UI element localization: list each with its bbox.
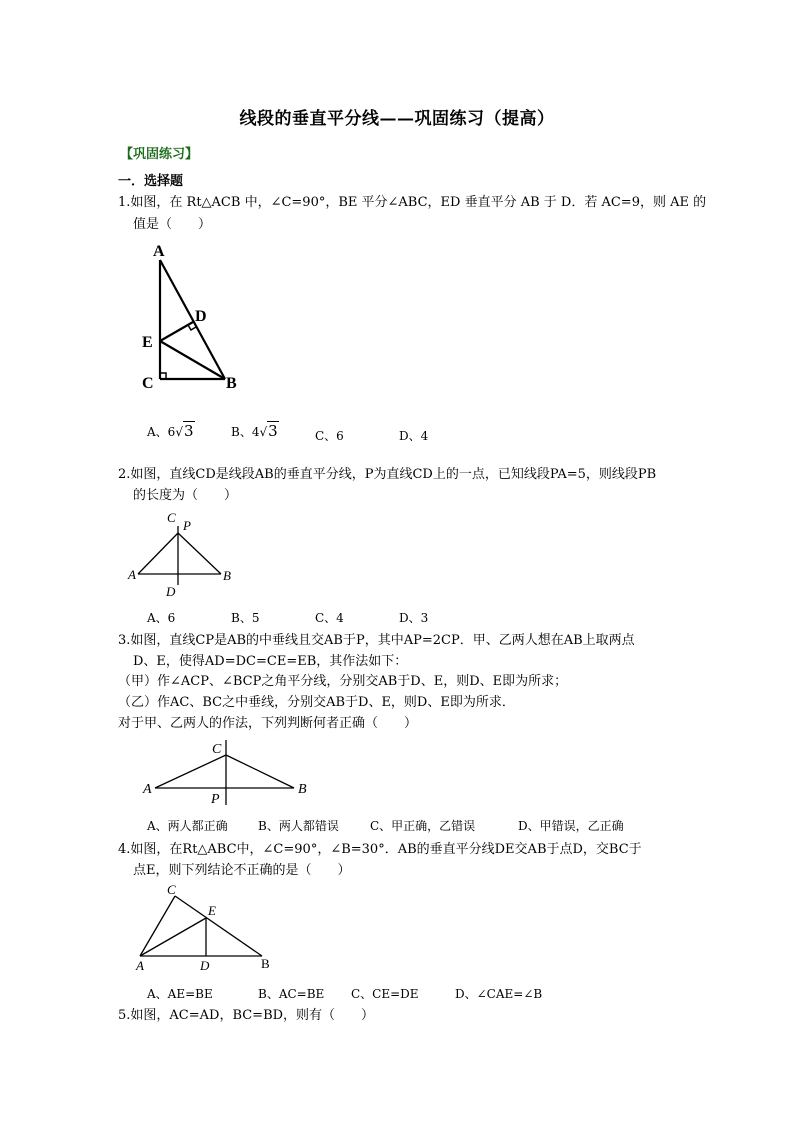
q3-label-a: A: [143, 782, 152, 797]
q3-option-d: D、甲错误，乙正确: [518, 819, 624, 833]
q2-stem-line2: 的长度为（ ）: [133, 488, 238, 503]
q2-label-a: A: [128, 567, 136, 582]
q3-segment-ac: [155, 755, 226, 788]
q4-option-b: B、AC=BE: [258, 987, 325, 1001]
q2-label-b: B: [223, 568, 231, 583]
q4-label-c: C: [167, 882, 176, 897]
q4-side-ac: [140, 896, 175, 956]
q1-option-d: D、4: [399, 429, 429, 443]
q2-figure: [125, 508, 245, 600]
q2-label-p: P: [183, 518, 191, 533]
q3-stem-line2: D、E，使得AD=DC=CE=EB，其作法如下：: [133, 654, 408, 669]
q4-label-a: A: [136, 958, 144, 973]
q4-figure: [130, 882, 280, 974]
q2-segment-pb: [178, 533, 221, 574]
q1-option-b: B、4√3: [231, 422, 278, 440]
q1-label-c: C: [142, 375, 154, 392]
q4-stem-line1: 4.如图，在Rt△ABC中，∠C=90°，∠B=30°．AB的垂直平分线DE交AB于点D，交BC于: [118, 842, 642, 857]
q2-option-a: A、6: [147, 611, 176, 625]
q2-option-b: B、5: [231, 611, 260, 625]
q1-label-e: E: [142, 334, 153, 351]
q1-label-a: A: [153, 243, 165, 260]
q1-stem-line2: 值是（ ）: [133, 217, 212, 232]
q3-figure: [138, 735, 318, 811]
q2-label-c: C: [167, 510, 176, 525]
q3-stem-line4: （乙）作AC、BC之中垂线，分别交AB于D、E，则D、E即为所求．: [118, 695, 515, 710]
q4-option-a: A、AE=BE: [147, 987, 213, 1001]
q3-stem-line5: 对于甲、乙两人的作法，下列判断何者正确（ ）: [118, 716, 418, 731]
q2-stem-line1: 2.如图，直线CD是线段AB的垂直平分线，P为直线CD上的一点，已知线段PA=5，则线段PB: [118, 467, 657, 482]
q4-stem-line2: 点E，则下列结论不正确的是（ ）: [133, 863, 351, 878]
q2-option-c: C、4: [315, 611, 344, 625]
q3-stem-line3: （甲）作∠ACP、∠BCP之角平分线，分别交AB于D、E，则D、E即为所求；: [118, 674, 568, 689]
q1-segment-ed: [160, 322, 193, 341]
q2-label-d: D: [166, 584, 176, 599]
q3-option-c: C、甲正确，乙错误: [370, 819, 476, 833]
q2-option-d: D、3: [399, 611, 429, 625]
q2-segment-pa: [138, 533, 178, 574]
q4-side-cb: [175, 896, 262, 956]
q3-option-b: B、两人都错误: [258, 819, 339, 833]
q3-option-a: A、两人都正确: [147, 819, 228, 833]
q5-stem-line1: 5.如图，AC=AD，BC=BD，则有（ ）: [118, 1008, 375, 1023]
q4-option-c: C、CE=DE: [351, 987, 419, 1001]
section-label: 【巩固练习】: [120, 147, 199, 162]
q1-label-b: B: [226, 375, 237, 392]
q4-label-e: E: [208, 903, 216, 918]
q1-option-a: A、6√3: [147, 422, 194, 440]
q1-figure: [135, 236, 255, 396]
q3-segment-cb: [226, 755, 294, 788]
q1-label-d: D: [195, 308, 207, 325]
q1-option-c: C、6: [315, 429, 344, 443]
page-title: 线段的垂直平分线——巩固练习（提高）: [239, 109, 555, 129]
q3-label-b: B: [298, 782, 307, 797]
q4-option-d: D、∠CAE=∠B: [455, 987, 543, 1001]
q1-stem-line1: 1.如图，在 Rt△ACB 中，∠C=90°，BE 平分∠ABC，ED 垂直平分 AB 于 D．若 AC=9，则 AE 的: [118, 195, 707, 210]
q4-label-d: D: [200, 958, 210, 973]
q3-label-p: P: [211, 792, 220, 807]
q3-label-c: C: [212, 742, 222, 757]
q3-stem-line1: 3.如图，直线CP是AB的中垂线且交AB于P，其中AP=2CP．甲、乙两人想在AB上取两点: [118, 633, 635, 648]
part-heading: 一．选择题: [118, 174, 184, 189]
q4-label-b: B: [261, 956, 270, 971]
q4-segment-ae: [140, 918, 206, 956]
